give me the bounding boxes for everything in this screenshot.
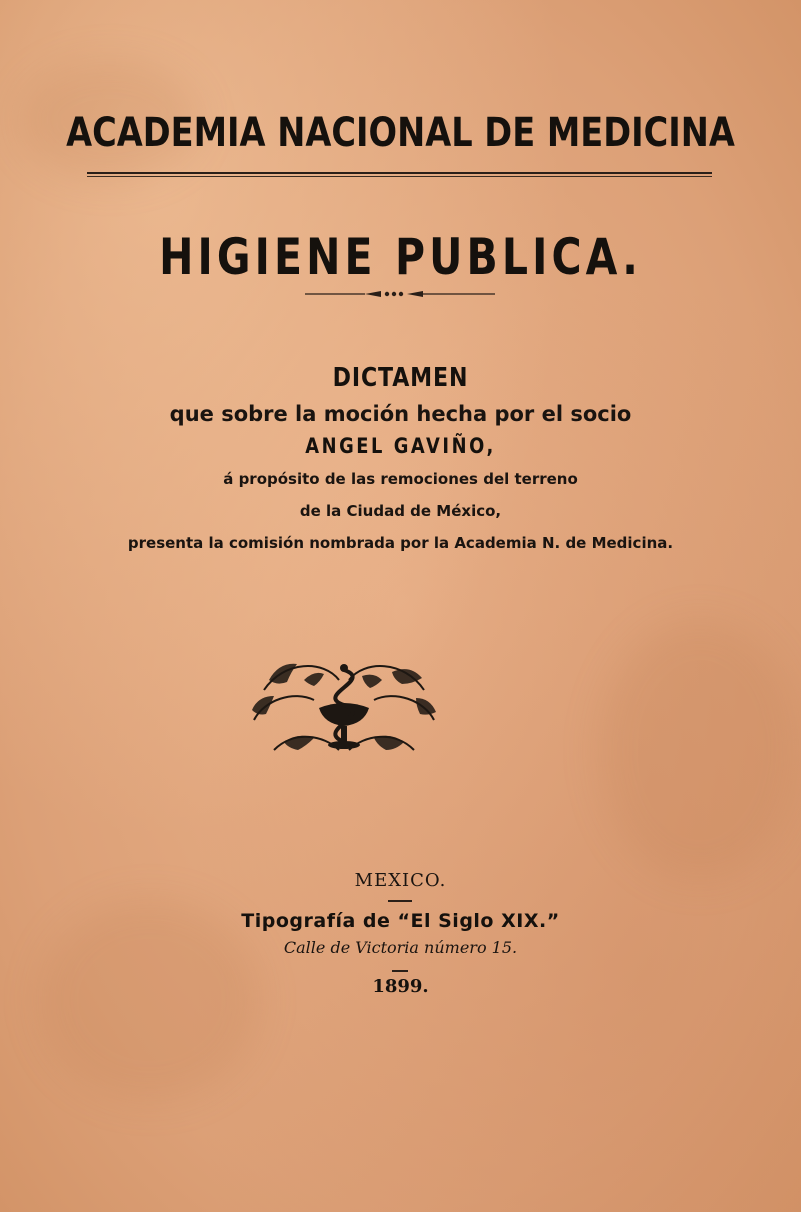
subtitle-line-2: á propósito de las remociones del terreno <box>223 470 578 488</box>
imprint-rule <box>392 970 408 972</box>
subtitle-line-4: presenta la comisión nombrada por la Academia N. de Medicina. <box>127 534 674 552</box>
imprint-rule <box>388 900 412 902</box>
paper-stain <box>600 620 800 880</box>
ornament-divider <box>305 286 495 302</box>
header-rule-thin <box>87 176 712 177</box>
medical-emblem-icon <box>244 650 444 770</box>
imprint-city: MEXICO. <box>354 870 447 891</box>
section-heading: DICTAMEN <box>332 363 469 393</box>
author-name: ANGEL GAVIÑO, <box>305 434 496 458</box>
institution-name: ACADEMIA NACIONAL DE MEDICINA <box>66 110 735 156</box>
imprint-year: 1899. <box>372 976 429 997</box>
document-title: HIGIENE PUBLICA. <box>159 228 642 286</box>
imprint-address: Calle de Victoria número 15. <box>283 938 518 957</box>
subtitle-line-3: de la Ciudad de México, <box>299 502 502 520</box>
header-rule <box>87 172 712 174</box>
imprint-printer: Tipografía de “El Siglo XIX.” <box>241 910 560 932</box>
subtitle-line-1: que sobre la moción hecha por el socio <box>169 402 632 426</box>
